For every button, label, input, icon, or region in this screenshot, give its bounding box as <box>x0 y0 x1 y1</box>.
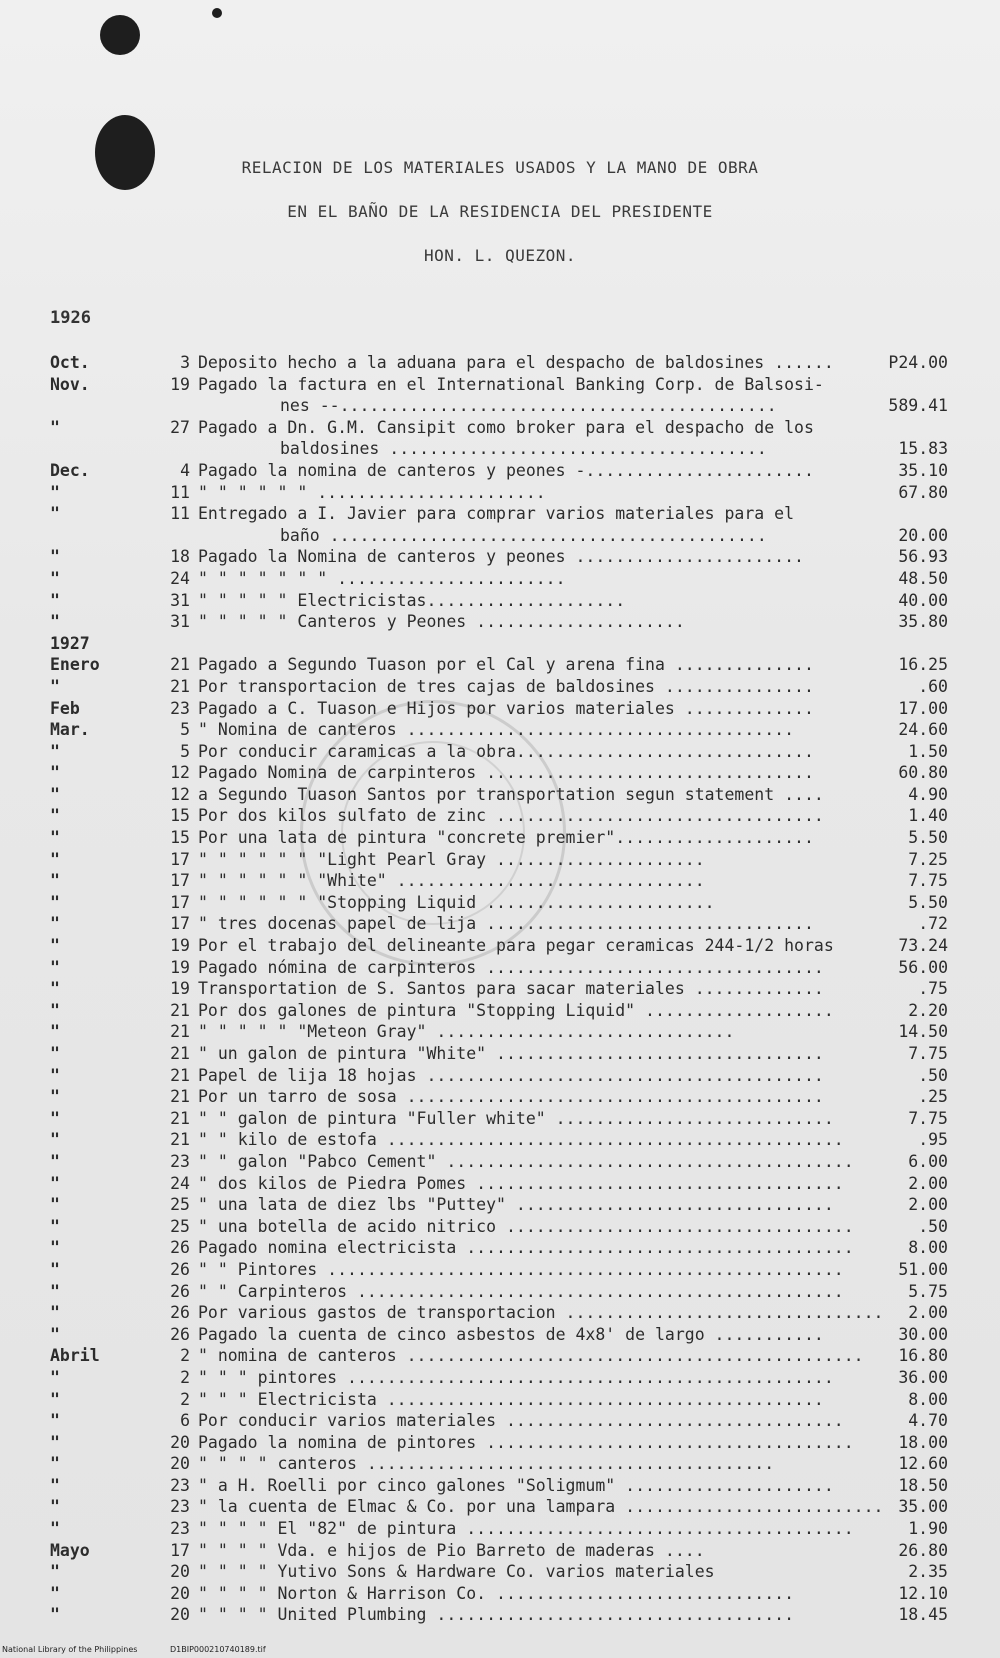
entry-description: " " " " " Canteros y Peones ..................... <box>198 612 685 632</box>
entry-amount: 7.75 <box>908 871 948 891</box>
entry-amount: 20.00 <box>898 525 948 545</box>
ledger-row <box>50 1410 950 1432</box>
entry-description: Por una lata de pintura "concrete premier".................... <box>198 828 814 848</box>
entry-amount: 7.25 <box>908 849 948 869</box>
ledger-row <box>50 1540 950 1562</box>
entry-amount: .60 <box>918 676 948 696</box>
entry-description: " a H. Roelli por cinco galones "Soligmum" ..................... <box>198 1475 834 1495</box>
entry-month: " <box>50 1216 60 1236</box>
year-1926: 1926 <box>50 308 91 328</box>
ledger-row <box>50 870 950 892</box>
ledger-row <box>50 1086 950 1108</box>
entry-description: Pagado la nomina de canteros y peones -....................... <box>198 460 814 480</box>
entry-description: Pagado Nomina de carpinteros ................................. <box>198 763 814 783</box>
entry-day: 17 <box>170 849 190 869</box>
entry-day: 21 <box>170 655 190 675</box>
ledger-row <box>50 1302 950 1324</box>
title-line-2: EN EL BAÑO DE LA RESIDENCIA DEL PRESIDENTE <box>287 202 713 221</box>
entry-description: " dos kilos de Piedra Pomes ..................................... <box>198 1173 844 1193</box>
entry-day: 17 <box>170 871 190 891</box>
ledger-row <box>50 827 950 849</box>
year-label: 1927 <box>50 633 90 653</box>
entry-amount: 16.80 <box>898 1346 948 1366</box>
entry-amount: 1.50 <box>908 741 948 761</box>
entry-description: " " " " " " " ....................... <box>198 568 566 588</box>
entry-month: " <box>50 936 60 956</box>
entry-month: " <box>50 1475 60 1495</box>
ledger-row <box>50 1389 950 1411</box>
entry-amount: 12.10 <box>898 1583 948 1603</box>
entry-day: 21 <box>170 1108 190 1128</box>
entry-month: " <box>50 590 60 610</box>
entry-day: 2 <box>180 1346 190 1366</box>
entry-month: " <box>50 914 60 934</box>
entry-amount: 17.00 <box>898 698 948 718</box>
entry-month: Feb <box>50 698 80 718</box>
scan-footer <box>2 1645 296 1654</box>
entry-amount: 14.50 <box>898 1022 948 1042</box>
entry-amount: 51.00 <box>898 1259 948 1279</box>
entry-month: " <box>50 979 60 999</box>
entry-amount: .72 <box>918 914 948 934</box>
entry-description: Por dos galones de pintura "Stopping Liquid" ................... <box>198 1000 834 1020</box>
entry-day: 21 <box>170 1044 190 1063</box>
entry-description: " " " " Yutivo Sons & Hardware Co. varios materiales <box>198 1562 715 1582</box>
ledger-row <box>50 482 950 504</box>
entry-day: 12 <box>170 784 190 804</box>
entry-description: " " " " El "82" de pintura ....................................... <box>198 1519 854 1539</box>
entry-month: Enero <box>50 655 100 675</box>
ledger-row <box>50 438 950 460</box>
entry-month: " <box>50 1497 60 1517</box>
entry-description: " " " " " Electricistas.................... <box>198 590 626 610</box>
entry-day: 11 <box>170 504 190 524</box>
entry-description: " " " " canteros ......................................... <box>198 1454 775 1474</box>
entry-day: 26 <box>170 1259 190 1279</box>
entry-amount: 73.24 <box>898 936 948 956</box>
entry-month: " <box>50 1065 60 1085</box>
entry-description: " " " Electricista ............................................ <box>198 1389 824 1409</box>
entry-day: 20 <box>170 1432 190 1452</box>
entry-amount: 4.90 <box>908 784 948 804</box>
punch-hole-small <box>212 8 222 18</box>
entry-day: 19 <box>170 957 190 977</box>
entry-day: 5 <box>180 741 190 761</box>
entry-amount: .95 <box>918 1130 948 1150</box>
entry-amount: 35.10 <box>898 460 948 480</box>
ledger-row <box>50 568 950 590</box>
ledger-row <box>50 1259 950 1281</box>
entry-amount: 56.93 <box>898 547 948 567</box>
entry-description: " " " " " " "Stopping Liquid ....................... <box>198 892 715 912</box>
ledger-row <box>50 395 950 417</box>
ledger-row <box>50 1496 950 1518</box>
ledger-row <box>50 352 950 374</box>
entry-month: Nov. <box>50 374 90 394</box>
entry-day: 15 <box>170 828 190 848</box>
entry-amount: 2.20 <box>908 1000 948 1020</box>
entry-day: 23 <box>170 1475 190 1495</box>
entry-amount: 589.41 <box>888 396 948 416</box>
entry-day: 21 <box>170 1000 190 1020</box>
entry-month: " <box>50 568 60 588</box>
ledger-row <box>50 1583 950 1605</box>
entry-day: 3 <box>180 353 190 372</box>
ledger-row <box>50 1000 950 1022</box>
entry-day: 18 <box>170 547 190 567</box>
entry-amount: 4.70 <box>908 1411 948 1431</box>
ledger-row <box>50 978 950 1000</box>
entry-day: 20 <box>170 1583 190 1603</box>
entry-month: " <box>50 1108 60 1128</box>
ledger-row <box>50 1453 950 1475</box>
entry-description: " " " " Norton & Harrison Co. .............................. <box>198 1583 795 1603</box>
title-line-1: RELACION DE LOS MATERIALES USADOS Y LA MANO DE OBRA <box>241 158 759 177</box>
entry-month: " <box>50 1605 60 1625</box>
entry-description: Por un tarro de sosa .......................................... <box>198 1087 824 1107</box>
entry-day: 23 <box>170 1151 190 1171</box>
ledger-row <box>50 676 950 698</box>
entry-day: 26 <box>170 1303 190 1323</box>
entry-day: 21 <box>170 1065 190 1085</box>
entry-amount: 1.90 <box>908 1519 948 1539</box>
entry-description: " " " " " " "White" ............................... <box>198 871 705 891</box>
entry-description: " Nomina de canteros ....................................... <box>198 720 795 740</box>
entry-day: 26 <box>170 1238 190 1258</box>
entry-amount: 8.00 <box>908 1238 948 1258</box>
entry-amount: 6.00 <box>908 1151 948 1171</box>
entry-month: " <box>50 1173 60 1193</box>
ledger-row <box>50 654 950 676</box>
entry-description: Deposito hecho a la aduana para el despacho de baldosines ...... <box>198 353 834 372</box>
entry-amount: .50 <box>918 1216 948 1236</box>
entry-description: " " galon de pintura "Fuller white" ............................ <box>198 1108 834 1128</box>
entry-description: baño ............................................ <box>280 525 767 545</box>
entry-month: " <box>50 1432 60 1452</box>
entry-month: " <box>50 1151 60 1171</box>
entry-description: " " " " " " "Light Pearl Gray ..................... <box>198 849 705 869</box>
entry-amount: 7.75 <box>908 1108 948 1128</box>
entry-amount: 18.45 <box>898 1605 948 1625</box>
ledger-row <box>50 1043 950 1065</box>
ledger-row <box>50 784 950 806</box>
entry-month: Mar. <box>50 720 90 740</box>
entry-amount: .75 <box>918 979 948 999</box>
entry-amount: 18.50 <box>898 1475 948 1495</box>
entry-description: " " " " Vda. e hijos de Pio Barreto de maderas .... <box>198 1540 705 1560</box>
ledger-row <box>50 1281 950 1303</box>
entry-day: 4 <box>180 460 190 480</box>
entry-month: " <box>50 1562 60 1582</box>
entry-description: Pagado a C. Tuason e Hijos por varios materiales ............. <box>198 698 814 718</box>
entry-amount: 5.75 <box>908 1281 948 1301</box>
entry-month: " <box>50 1195 60 1215</box>
ledger-row <box>50 1129 950 1151</box>
entry-description: Transportation de S. Santos para sacar materiales ............. <box>198 979 824 999</box>
entry-description: Por el trabajo del delineante para pegar ceramicas 244-1/2 horas <box>198 936 834 956</box>
entry-month: " <box>50 482 60 502</box>
entry-month: " <box>50 849 60 869</box>
entry-month: " <box>50 1238 60 1258</box>
entry-day: 17 <box>170 1540 190 1560</box>
entry-day: 20 <box>170 1605 190 1625</box>
ledger-row <box>50 957 950 979</box>
entry-description: " tres docenas papel de lija ................................. <box>198 914 814 934</box>
entry-day: 17 <box>170 892 190 912</box>
entry-month: " <box>50 741 60 761</box>
entry-day: 26 <box>170 1324 190 1344</box>
ledger-row <box>50 611 950 633</box>
entry-amount: 5.50 <box>908 828 948 848</box>
entry-description: Pagado nomina electricista ....................................... <box>198 1238 854 1258</box>
entry-month: " <box>50 612 60 632</box>
entry-amount: .25 <box>918 1087 948 1107</box>
entry-description: Por various gastos de transportacion ................................ <box>198 1303 884 1323</box>
entry-month: " <box>50 871 60 891</box>
ledger-row <box>50 1065 950 1087</box>
entry-description: Pagado nómina de carpinteros .................................. <box>198 957 824 977</box>
entry-month: " <box>50 806 60 826</box>
entry-description: Por dos kilos sulfato de zinc ................................. <box>198 806 824 826</box>
entry-day: 23 <box>170 1497 190 1517</box>
entry-amount: 2.00 <box>908 1303 948 1323</box>
file-name: D1BIP000210740189.tif <box>169 1645 266 1654</box>
entry-day: 25 <box>170 1216 190 1236</box>
entry-month: " <box>50 676 60 696</box>
entry-description: Por transportacion de tres cajas de baldosines ............... <box>198 676 814 696</box>
entry-description: " " " " United Plumbing .................................... <box>198 1605 795 1625</box>
entry-amount: 1.40 <box>908 806 948 826</box>
entry-amount: 30.00 <box>898 1324 948 1344</box>
entry-amount: 35.00 <box>898 1497 948 1517</box>
entry-day: 24 <box>170 1173 190 1193</box>
entry-month: " <box>50 1324 60 1344</box>
entry-day: 17 <box>170 914 190 934</box>
entry-month: " <box>50 417 60 437</box>
entry-amount: P24.00 <box>888 353 948 372</box>
ledger-row <box>50 1604 950 1626</box>
entry-description: " " kilo de estofa .............................................. <box>198 1130 844 1150</box>
entry-description: " un galon de pintura "White" ................................. <box>198 1044 824 1063</box>
ledger-row <box>50 1518 950 1540</box>
entry-day: 19 <box>170 936 190 956</box>
ledger-row <box>50 762 950 784</box>
year-row <box>50 633 950 655</box>
entry-month: " <box>50 547 60 567</box>
entry-amount: 60.80 <box>898 763 948 783</box>
ledger-row <box>50 1345 950 1367</box>
entry-day: 6 <box>180 1411 190 1431</box>
entry-amount: 2.35 <box>908 1562 948 1582</box>
ledger-row <box>50 892 950 914</box>
entry-day: 26 <box>170 1281 190 1301</box>
entry-month: " <box>50 1000 60 1020</box>
entry-amount: 18.00 <box>898 1432 948 1452</box>
entry-amount: 26.80 <box>898 1540 948 1560</box>
ledger-row <box>50 913 950 935</box>
entry-month: " <box>50 957 60 977</box>
entry-month: " <box>50 1281 60 1301</box>
entry-month: " <box>50 1389 60 1409</box>
entry-day: 2 <box>180 1367 190 1387</box>
entry-description: nes --............................................ <box>280 396 777 416</box>
entry-month: Dec. <box>50 460 90 480</box>
entry-amount: 24.60 <box>898 720 948 740</box>
entry-month: " <box>50 1454 60 1474</box>
entry-amount: 2.00 <box>908 1173 948 1193</box>
entry-amount: 56.00 <box>898 957 948 977</box>
entry-month: " <box>50 1044 60 1063</box>
entry-description: Entregado a I. Javier para comprar varios materiales para el <box>198 504 795 524</box>
ledger-row <box>50 849 950 871</box>
entry-description: Papel de lija 18 hojas ........................................ <box>198 1065 824 1085</box>
entry-description: " la cuenta de Elmac & Co. por una lampara .......................... <box>198 1497 884 1517</box>
entry-day: 15 <box>170 806 190 826</box>
entry-amount: 8.00 <box>908 1389 948 1409</box>
entry-month: " <box>50 1367 60 1387</box>
entry-month: " <box>50 892 60 912</box>
entry-description: " nomina de canteros .............................................. <box>198 1346 864 1366</box>
entry-month: Oct. <box>50 353 90 372</box>
entry-amount: 16.25 <box>898 655 948 675</box>
entry-day: 20 <box>170 1562 190 1582</box>
entry-month: " <box>50 1519 60 1539</box>
entry-month: " <box>50 1259 60 1279</box>
library-credit: National Library of the Philippines <box>2 1645 138 1654</box>
entry-description: " " " pintores ................................................. <box>198 1367 834 1387</box>
entry-month: " <box>50 763 60 783</box>
entry-description: " una botella de acido nitrico ................................... <box>198 1216 854 1236</box>
ledger-row <box>50 417 950 439</box>
ledger-row <box>50 1194 950 1216</box>
entry-day: 31 <box>170 590 190 610</box>
entry-month: " <box>50 1303 60 1323</box>
ledger-row <box>50 503 950 525</box>
ledger-row <box>50 1432 950 1454</box>
ledger-row <box>50 1173 950 1195</box>
entry-description: Pagado a Segundo Tuason por el Cal y arena fina .............. <box>198 655 814 675</box>
entry-description: Pagado la cuenta de cinco asbestos de 4x8' de largo ........... <box>198 1324 824 1344</box>
entry-month: " <box>50 1022 60 1042</box>
entry-amount: 67.80 <box>898 482 948 502</box>
ledger-row <box>50 1475 950 1497</box>
ledger-row <box>50 525 950 547</box>
entry-day: 12 <box>170 763 190 783</box>
entry-month: " <box>50 1583 60 1603</box>
entry-day: 31 <box>170 612 190 632</box>
entry-day: 25 <box>170 1195 190 1215</box>
entry-month: " <box>50 1130 60 1150</box>
ledger-row <box>50 1561 950 1583</box>
ledger-row <box>50 374 950 396</box>
entry-amount: 40.00 <box>898 590 948 610</box>
entry-month: " <box>50 784 60 804</box>
entry-month: Mayo <box>50 1540 90 1560</box>
punch-hole-middle <box>95 115 155 190</box>
ledger-row <box>50 546 950 568</box>
ledger-row <box>50 698 950 720</box>
entry-day: 19 <box>170 374 190 394</box>
entry-month: " <box>50 1411 60 1431</box>
entry-month: " <box>50 1087 60 1107</box>
ledger-row <box>50 1108 950 1130</box>
entry-day: 5 <box>180 720 190 740</box>
ledger-row <box>50 590 950 612</box>
entry-description: a Segundo Tuason Santos por transportation segun statement .... <box>198 784 824 804</box>
ledger-row <box>50 1324 950 1346</box>
entry-day: 23 <box>170 698 190 718</box>
entry-description: Por conducir varios materiales .................................. <box>198 1411 844 1431</box>
entry-amount: 5.50 <box>908 892 948 912</box>
ledger-row <box>50 1367 950 1389</box>
entry-description: " una lata de diez lbs "Puttey" ................................ <box>198 1195 834 1215</box>
entry-description: Pagado la nomina de pintores ..................................... <box>198 1432 854 1452</box>
entry-description: baldosines ...................................... <box>280 439 767 459</box>
entry-description: " " " " " "Meteon Gray" .............................. <box>198 1022 735 1042</box>
entry-day: 11 <box>170 482 190 502</box>
entry-description: Pagado la factura en el International Banking Corp. de Balsosi- <box>198 374 824 394</box>
ledger-row <box>50 741 950 763</box>
entry-day: 23 <box>170 1519 190 1539</box>
punch-hole-top <box>100 15 140 55</box>
entry-day: 21 <box>170 1130 190 1150</box>
entry-day: 20 <box>170 1454 190 1474</box>
entry-description: " " galon "Pabco Cement" ......................................... <box>198 1151 854 1171</box>
entry-amount: 12.60 <box>898 1454 948 1474</box>
entry-day: 27 <box>170 417 190 437</box>
ledger-table <box>50 352 950 1626</box>
entry-description: Pagado la Nomina de canteros y peones ....................... <box>198 547 804 567</box>
entry-month: Abril <box>50 1346 100 1366</box>
ledger-row <box>50 805 950 827</box>
entry-amount: 35.80 <box>898 612 948 632</box>
entry-description: " " " " " " ....................... <box>198 482 546 502</box>
entry-month: " <box>50 828 60 848</box>
entry-amount: 15.83 <box>898 439 948 459</box>
entry-amount: 7.75 <box>908 1044 948 1063</box>
entry-description: " " Carpinteros ................................................. <box>198 1281 844 1301</box>
ledger-row <box>50 1237 950 1259</box>
entry-description: " " Pintores .................................................... <box>198 1259 844 1279</box>
entry-amount: 2.00 <box>908 1195 948 1215</box>
entry-day: 2 <box>180 1389 190 1409</box>
entry-amount: .50 <box>918 1065 948 1085</box>
ledger-row <box>50 935 950 957</box>
entry-description: Por conducir caramicas a la obra.............................. <box>198 741 814 761</box>
entry-day: 24 <box>170 568 190 588</box>
entry-month: " <box>50 504 60 524</box>
entry-day: 21 <box>170 676 190 696</box>
ledger-row <box>50 1021 950 1043</box>
title-line-3: HON. L. QUEZON. <box>424 246 576 265</box>
ledger-row <box>50 1151 950 1173</box>
entry-amount: 36.00 <box>898 1367 948 1387</box>
entry-day: 19 <box>170 979 190 999</box>
entry-description: Pagado a Dn. G.M. Cansipit como broker para el despacho de los <box>198 417 814 437</box>
entry-day: 21 <box>170 1087 190 1107</box>
ledger-row <box>50 1216 950 1238</box>
ledger-row <box>50 460 950 482</box>
entry-day: 21 <box>170 1022 190 1042</box>
entry-amount: 48.50 <box>898 568 948 588</box>
ledger-row <box>50 719 950 741</box>
